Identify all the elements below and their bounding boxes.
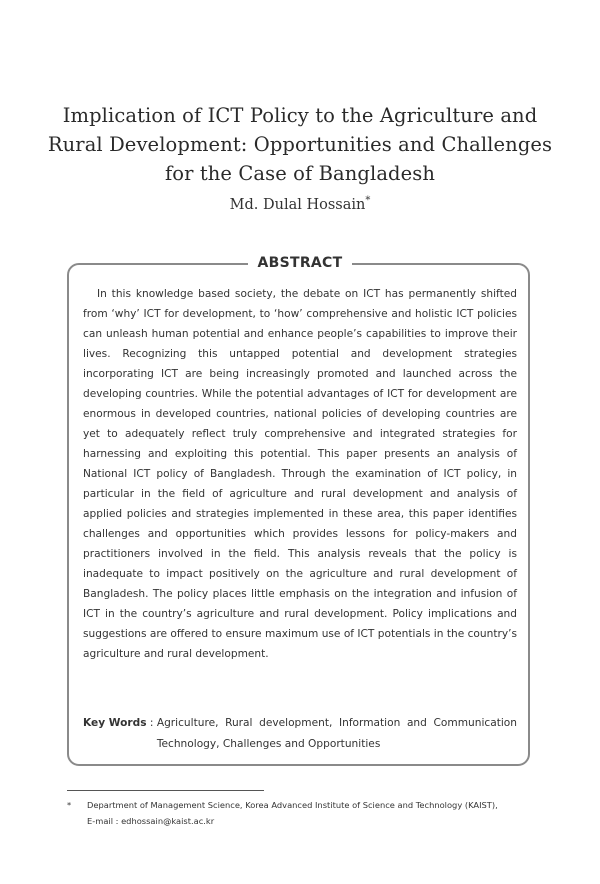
abstract-body: In this knowledge based society, the debate on ICT has permanently shifted from ‘why’ ICT for development, to ‘how’ comprehensive and holistic ICT policies can unleash human potential and enhance people’s capabilities to improve their lives. Recognizing this untapped potential and development strategies incorporating ICT are being increasingly promoted and launched across the developing countries. While the potential advantages of ICT for development are enormous in developed countries, national policies of developing countries are yet to adequately reflect truly comprehensive and integrated strategies for harnessing and exploiting this potential. This paper presents an analysis of National ICT policy of Bangladesh. Through the examination of ICT policy, in particular in the field of agriculture and rural development and analysis of applied policies and strategies implemented in these area, this paper identifies challenges and opportunities which provides lessons for policy-makers and practitioners involved in the field. This analysis reveals that the policy is inadequate to impact positively on the agriculture and rural development of Bangladesh. The policy places little emphasis on the integration and infusion of ICT in the country’s agriculture and rural development. Policy implications and suggestions are offered to ensure maximum use of ICT potentials in the country’s agriculture and rural development. [83, 288, 517, 660]
footnote-email: E-mail : edhossain@kaist.ac.kr [87, 816, 215, 826]
abstract-heading: ABSTRACT [248, 254, 353, 272]
keywords-separator: : [146, 717, 157, 729]
keywords-text: Agriculture, Rural development, Information and Communication Technology, Challenges and Opportunities [156, 717, 517, 750]
title-line-2: Rural Development: Opportunities and Challenges [47, 133, 553, 156]
footnote-mark: * [67, 800, 72, 810]
paper-title [40, 101, 560, 188]
title-line-1: Implication of ICT Policy to the Agriculture and [62, 104, 538, 127]
abstract-heading-wrap [0, 254, 600, 272]
footnote-divider [67, 790, 264, 791]
footnote [67, 797, 533, 829]
title-line-3: for the Case of Bangladesh [164, 162, 436, 185]
author-line [0, 197, 600, 213]
author-footnote-mark: * [365, 195, 371, 207]
footnote-affiliation: Department of Management Science, Korea Advanced Institute of Science and Technology (KAIST), [87, 800, 498, 810]
author-name: Md. Dulal Hossain [229, 197, 366, 213]
keywords [83, 713, 517, 755]
keywords-label: Key Words [83, 717, 147, 729]
